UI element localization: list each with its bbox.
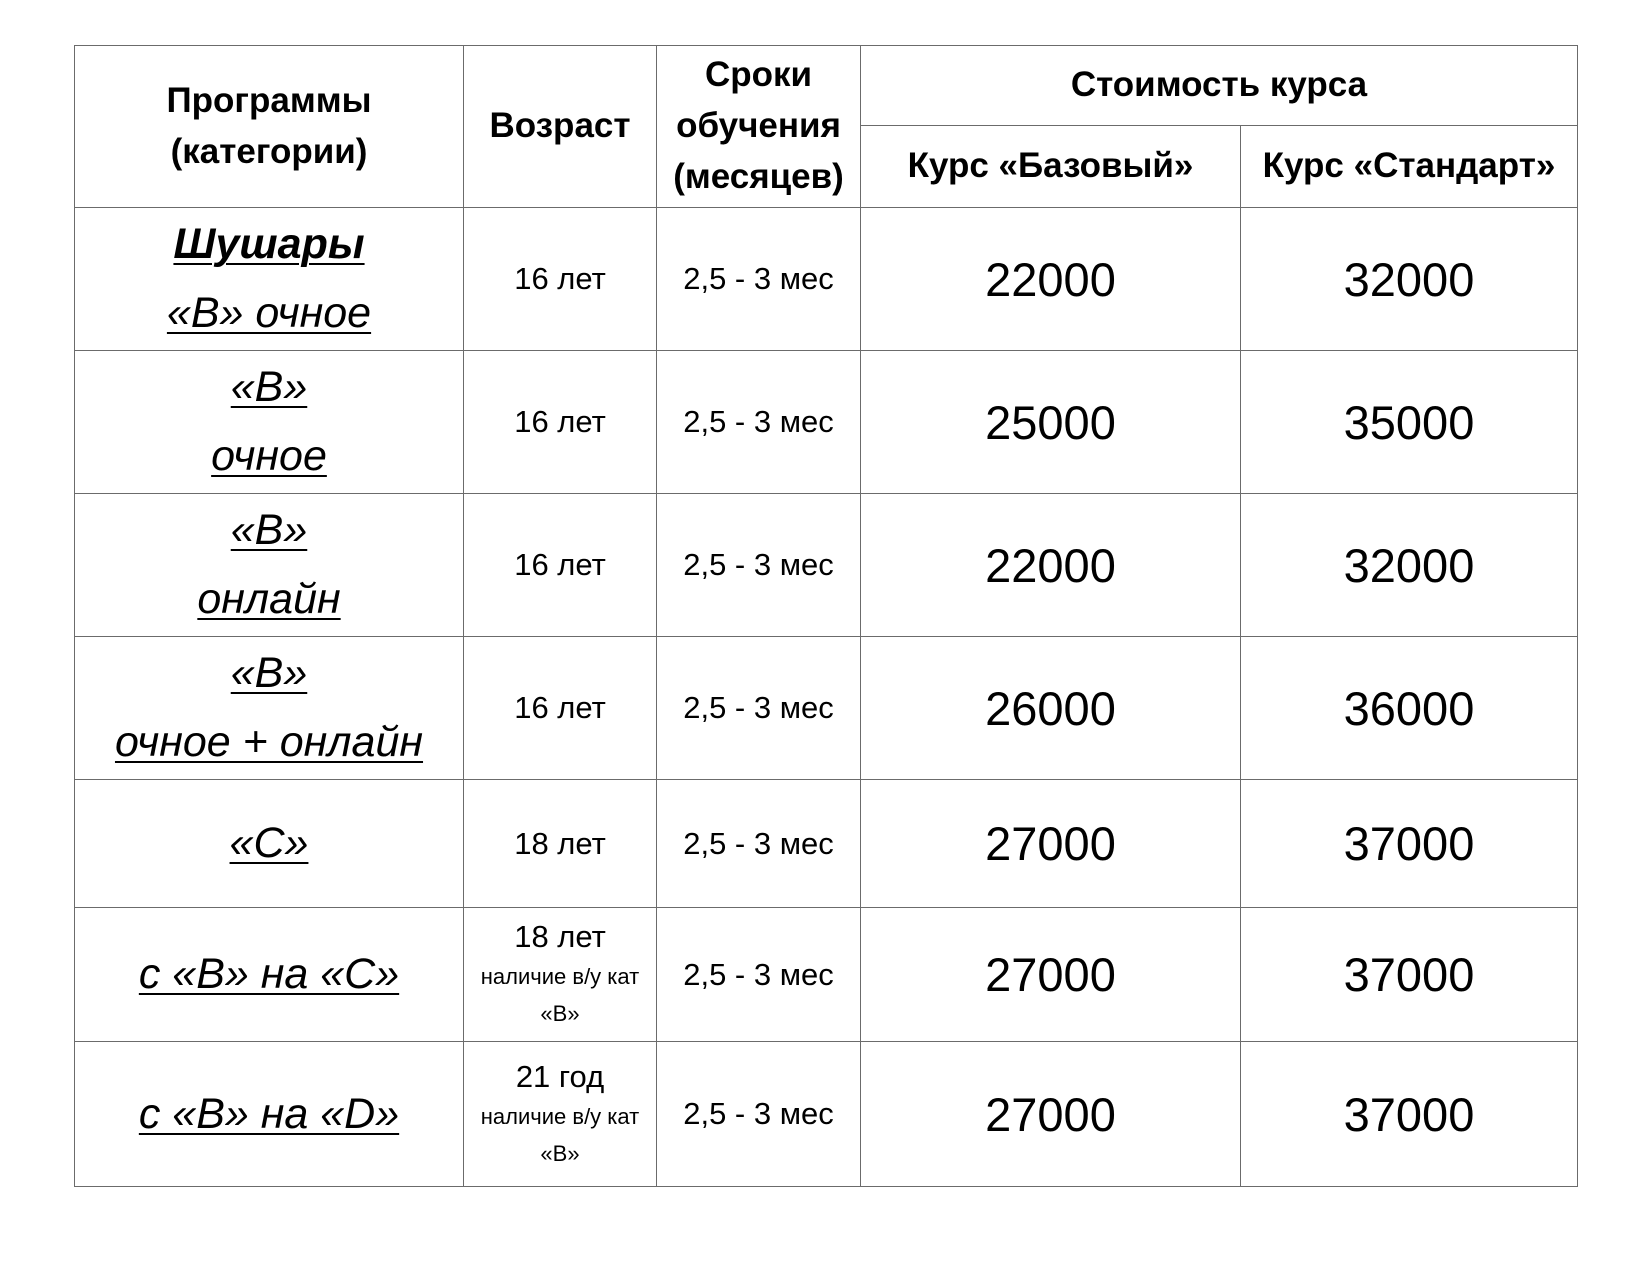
table-row [75, 637, 1578, 780]
price-basic: 26000 [861, 637, 1241, 780]
term-cell: 2,5 - 3 мес [657, 780, 861, 908]
age-note: наличие в/у кат «В» [480, 1103, 640, 1166]
program-cell [75, 780, 464, 908]
header-age: Возраст [464, 46, 657, 208]
age-value: 18 лет [514, 825, 606, 861]
age-value: 16 лет [514, 547, 606, 583]
program-cell [75, 208, 464, 351]
age-cell [464, 780, 657, 908]
table-row [75, 908, 1578, 1042]
header-course-basic: Курс «Базовый» [861, 126, 1241, 208]
header-row-top [75, 46, 1578, 126]
price-basic: 22000 [861, 208, 1241, 351]
term-cell: 2,5 - 3 мес [657, 1042, 861, 1187]
age-cell [464, 1042, 657, 1187]
age-value: 16 лет [514, 690, 606, 726]
program-detail: очное + онлайн [114, 718, 424, 766]
age-value: 18 лет [514, 919, 606, 955]
term-cell: 2,5 - 3 мес [657, 637, 861, 780]
price-standard: 37000 [1241, 1042, 1578, 1187]
program-cell [75, 908, 464, 1042]
term-cell: 2,5 - 3 мес [657, 494, 861, 637]
program-detail: «В» очное [166, 289, 372, 337]
program-name: «С» [229, 819, 309, 868]
table-row [75, 1042, 1578, 1187]
price-basic: 27000 [861, 908, 1241, 1042]
price-basic: 27000 [861, 780, 1241, 908]
program-name: с «В» на «С» [138, 950, 400, 999]
term-cell: 2,5 - 3 мес [657, 351, 861, 494]
table-row [75, 208, 1578, 351]
program-cell [75, 351, 464, 494]
age-cell [464, 208, 657, 351]
program-name: «В» [230, 363, 308, 412]
table-row [75, 351, 1578, 494]
header-course-standard: Курс «Стандарт» [1241, 126, 1578, 208]
term-cell: 2,5 - 3 мес [657, 208, 861, 351]
header-program: Программы (категории) [75, 46, 464, 208]
age-cell [464, 351, 657, 494]
price-standard: 37000 [1241, 780, 1578, 908]
program-name: «В» [230, 506, 308, 555]
table-row [75, 494, 1578, 637]
age-cell [464, 494, 657, 637]
age-value: 21 год [515, 1058, 605, 1094]
age-value: 16 лет [514, 404, 606, 440]
price-basic: 27000 [861, 1042, 1241, 1187]
program-name: с «В» на «D» [138, 1089, 400, 1138]
program-name: Шушары [173, 220, 365, 269]
program-name: «В» [230, 649, 308, 698]
age-note: наличие в/у кат «В» [480, 964, 640, 1027]
price-table [74, 45, 1578, 1187]
table-row [75, 780, 1578, 908]
term-cell: 2,5 - 3 мес [657, 908, 861, 1042]
price-basic: 22000 [861, 494, 1241, 637]
price-basic: 25000 [861, 351, 1241, 494]
program-cell [75, 1042, 464, 1187]
program-detail: онлайн [197, 575, 341, 623]
program-detail: очное [211, 432, 327, 480]
price-standard: 32000 [1241, 494, 1578, 637]
program-cell [75, 494, 464, 637]
age-value: 16 лет [514, 261, 606, 297]
price-standard: 37000 [1241, 908, 1578, 1042]
age-cell [464, 637, 657, 780]
price-standard: 32000 [1241, 208, 1578, 351]
header-term: Сроки обучения (месяцев) [657, 46, 861, 208]
price-standard: 36000 [1241, 637, 1578, 780]
header-cost: Стоимость курса [861, 46, 1578, 126]
program-cell [75, 637, 464, 780]
price-standard: 35000 [1241, 351, 1578, 494]
age-cell [464, 908, 657, 1042]
